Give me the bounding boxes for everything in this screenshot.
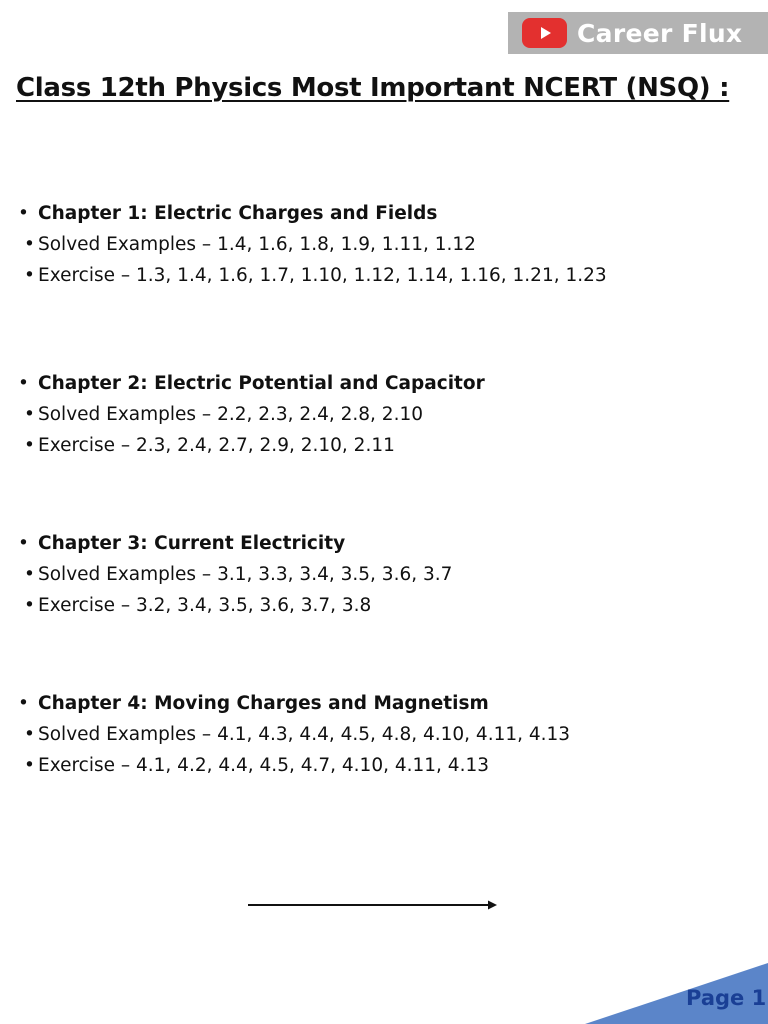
- bullet: •: [24, 564, 35, 585]
- chapter-title: Chapter 3: Current Electricity: [38, 533, 346, 554]
- exercise-text: Exercise – 3.2, 3.4, 3.5, 3.6, 3.7, 3.8: [38, 595, 372, 616]
- bullet: •: [18, 203, 29, 224]
- exercise-text: Exercise – 1.3, 1.4, 1.6, 1.7, 1.10, 1.12, 1.14, 1.16, 1.21, 1.23: [38, 265, 607, 286]
- solved-examples-text: Solved Examples – 1.4, 1.6, 1.8, 1.9, 1.11, 1.12: [38, 234, 476, 255]
- bullet: •: [24, 595, 35, 616]
- chapter-title: Chapter 2: Electric Potential and Capacitor: [38, 373, 485, 394]
- bullet: •: [24, 435, 35, 456]
- solved-examples-text: Solved Examples – 3.1, 3.3, 3.4, 3.5, 3.6, 3.7: [38, 564, 453, 585]
- bullet: •: [18, 693, 29, 714]
- exercise-text: Exercise – 4.1, 4.2, 4.4, 4.5, 4.7, 4.10, 4.11, 4.13: [38, 755, 490, 776]
- bullet: •: [24, 234, 35, 255]
- bullet: •: [18, 373, 29, 394]
- chapter-title: Chapter 1: Electric Charges and Fields: [38, 203, 438, 224]
- bullet: •: [24, 755, 35, 776]
- page-title: Class 12th Physics Most Important NCERT (NSQ) :: [16, 73, 730, 103]
- page-number: Page 1: [686, 986, 767, 1010]
- bullet: •: [18, 533, 29, 554]
- bullet: •: [24, 724, 35, 745]
- bullet: •: [24, 265, 35, 286]
- solved-examples-text: Solved Examples – 4.1, 4.3, 4.4, 4.5, 4.8, 4.10, 4.11, 4.13: [38, 724, 571, 745]
- bullet: •: [24, 404, 35, 425]
- exercise-text: Exercise – 2.3, 2.4, 2.7, 2.9, 2.10, 2.11: [38, 435, 395, 456]
- chapter-title: Chapter 4: Moving Charges and Magnetism: [38, 693, 489, 714]
- solved-examples-text: Solved Examples – 2.2, 2.3, 2.4, 2.8, 2.10: [38, 404, 423, 425]
- brand-name: Career Flux: [577, 18, 743, 48]
